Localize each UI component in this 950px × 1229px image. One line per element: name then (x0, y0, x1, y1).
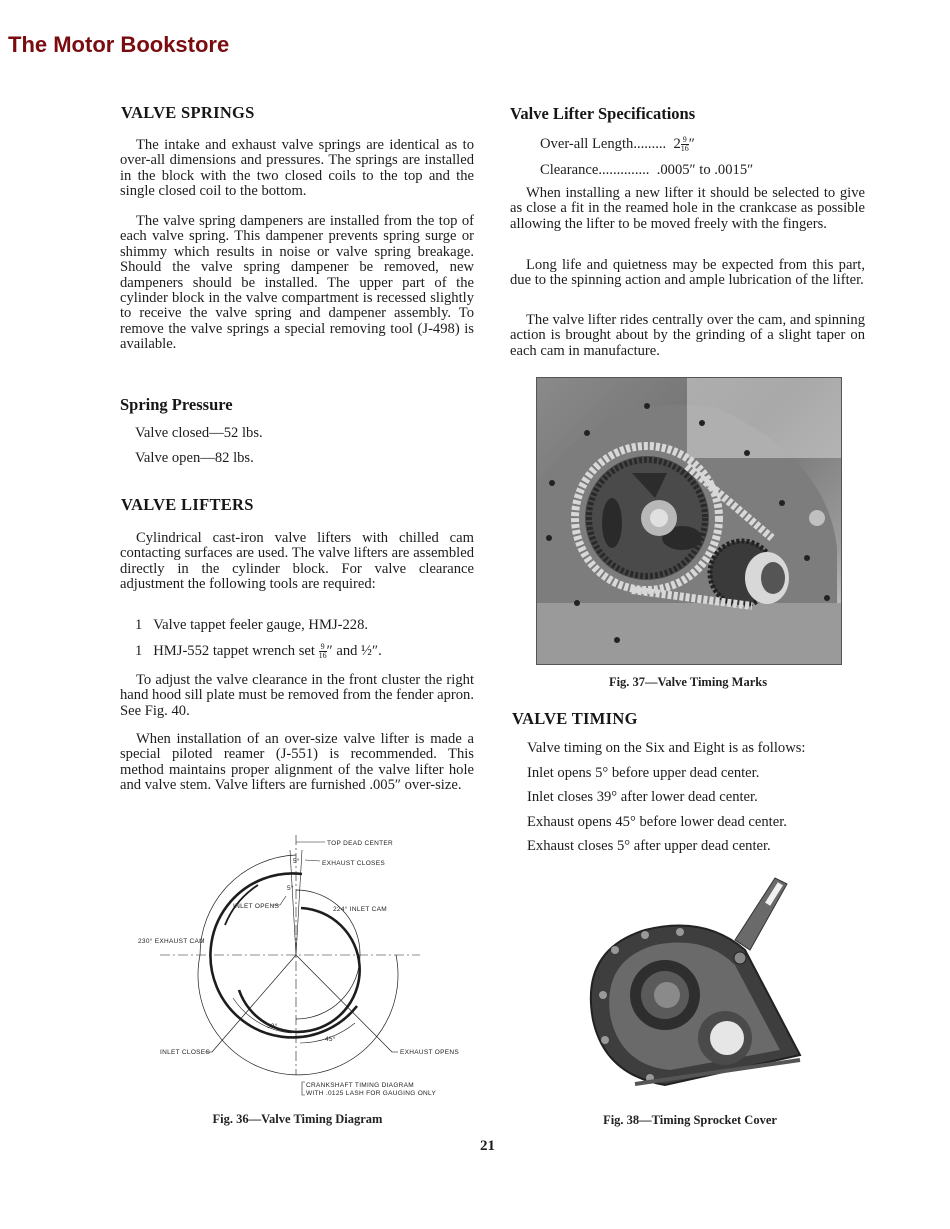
label-top-dead-center: TOP DEAD CENTER (327, 840, 394, 847)
timing-chain-illustration (537, 378, 841, 664)
valve-lifters-heading: VALVE LIFTERS (121, 495, 254, 514)
valve-lifters-intro: Cylindrical cast-iron valve lifters with chilled cam contacting surfaces are used. The valve lifters are assembled directly in the cylinder block. For valve clearance adjustment the following tools are required: (120, 530, 474, 593)
valve-lifters-paragraph-1: To adjust the valve clearance in the front cluster the right hand hood sill plate must be removed from the fender apron. See Fig. 40. (120, 672, 474, 719)
lifter-paragraph-3: The valve lifter rides centrally over the cam, and spinning action is brought about by the grinding of a slight taper on each cam in manufacture. (510, 312, 865, 359)
lifter-paragraph-1: When installing a new lifter it should be selected to give as close a fit in the reamed hole in the crankcase as possible allowing the lifter to be moved freely with the fingers. (510, 185, 865, 232)
spring-pressure-closed: Valve closed—52 lbs. (135, 425, 263, 441)
valve-timing-heading: VALVE TIMING (512, 709, 638, 728)
page-number: 21 (480, 1138, 495, 1154)
spec-row-overall-length: Over-all Length......... 2 $\frac{9}{16}$ ″ (540, 135, 695, 154)
label-exhaust-opens: EXHAUST OPENS (400, 1049, 460, 1056)
label-exhaust-closes: EXHAUST CLOSES (322, 860, 385, 867)
valve-timing-line-intro: Valve timing on the Six and Eight is as follows: (527, 740, 806, 756)
figure-37-photo (536, 377, 842, 665)
valve-timing-line-exhaust-closes: Exhaust closes 5° after upper dead center. (527, 838, 771, 854)
lifter-specs-heading: Valve Lifter Specifications (510, 104, 696, 123)
figure-37-caption: Fig. 37—Valve Timing Marks (608, 675, 768, 689)
spring-pressure-heading: Spring Pressure (120, 395, 233, 414)
label-inlet-opens: INLET OPENS (233, 903, 280, 910)
lifter-paragraph-2: Long life and quietness may be expected from this part, due to the spinning action and ample lubrication of the lifter. (510, 257, 865, 289)
valve-springs-paragraph-2: The valve spring dampeners are installed from the top of each valve spring. This dampener prevents spring surge or shimmy which results in noise or valve spring breakage. Should the valve spring dampener be removed, new dampeners should be installed. The upper part of the cylinder block in the valve compartment is recessed slightly to receive the valve spring and dampener assembly. To remove the valve springs a special removing tool (J-498) is available. (120, 213, 474, 353)
figure-38-caption: Fig. 38—Timing Sprocket Cover (603, 1113, 777, 1127)
label-exhaust-cam: 230° EXHAUST CAM (138, 938, 205, 945)
spring-pressure-open: Valve open—82 lbs. (135, 450, 254, 466)
fraction-9-16: $\frac{9}{16}$ (318, 642, 327, 661)
tool-text: HMJ-552 tappet wrench set (153, 643, 319, 659)
tool-text: Valve tappet feeler gauge, HMJ-228. (153, 617, 369, 633)
fraction-9-16: $\frac{9}{16}$ (680, 135, 689, 154)
label-inlet-closes: INLET CLOSES (160, 1049, 211, 1056)
figure-36-caption: Fig. 36—Valve Timing Diagram (212, 1112, 383, 1126)
brand-title[interactable]: The Motor Bookstore (8, 32, 230, 57)
valve-timing-diagram (130, 830, 475, 1105)
label-note-line-2: WITH .0125 LASH FOR GAUGING ONLY (306, 1090, 437, 1097)
label-note-line-1: CRANKSHAFT TIMING DIAGRAM (306, 1082, 415, 1089)
valve-timing-line-exhaust-opens: Exhaust opens 45° before lower dead center. (527, 814, 787, 830)
label-inlet-closes-deg: 39° (267, 1023, 278, 1030)
spec-row-clearance: Clearance.............. .0005″ to .0015″ (540, 162, 754, 178)
valve-springs-paragraph-1: The intake and exhaust valve springs are identical as to over-all dimensions and pressures. The springs are installed in the block with the two closed coils to the top and the single closed coil to the bottom. (120, 137, 474, 200)
label-exhaust-closes-deg: 5° (293, 858, 300, 865)
label-inlet-opens-deg: 5° (287, 885, 294, 892)
valve-timing-line-inlet-opens: Inlet opens 5° before upper dead center. (527, 765, 760, 781)
label-exhaust-opens-deg: 45° (325, 1036, 336, 1043)
tool-qty: 1 (135, 617, 143, 633)
label-inlet-cam: 224° INLET CAM (333, 906, 388, 913)
figure-38-photo (575, 870, 810, 1100)
valve-timing-line-inlet-closes: Inlet closes 39° after lower dead center. (527, 789, 758, 805)
tool-item-2: 1 HMJ-552 tappet wrench set $\frac{9}{16}$ ″ and ½″. (135, 642, 382, 661)
valve-lifters-paragraph-2: When installation of an over-size valve lifter is made a special piloted reamer (J-551) is recommended. This method maintains proper alignment of the valve lifter hole and valve stem. Valve lifters are furnished .005″ over-size. (120, 731, 474, 794)
tool-item-1 (135, 617, 368, 633)
valve-springs-heading: VALVE SPRINGS (121, 103, 255, 122)
tool-qty: 1 (135, 643, 143, 659)
